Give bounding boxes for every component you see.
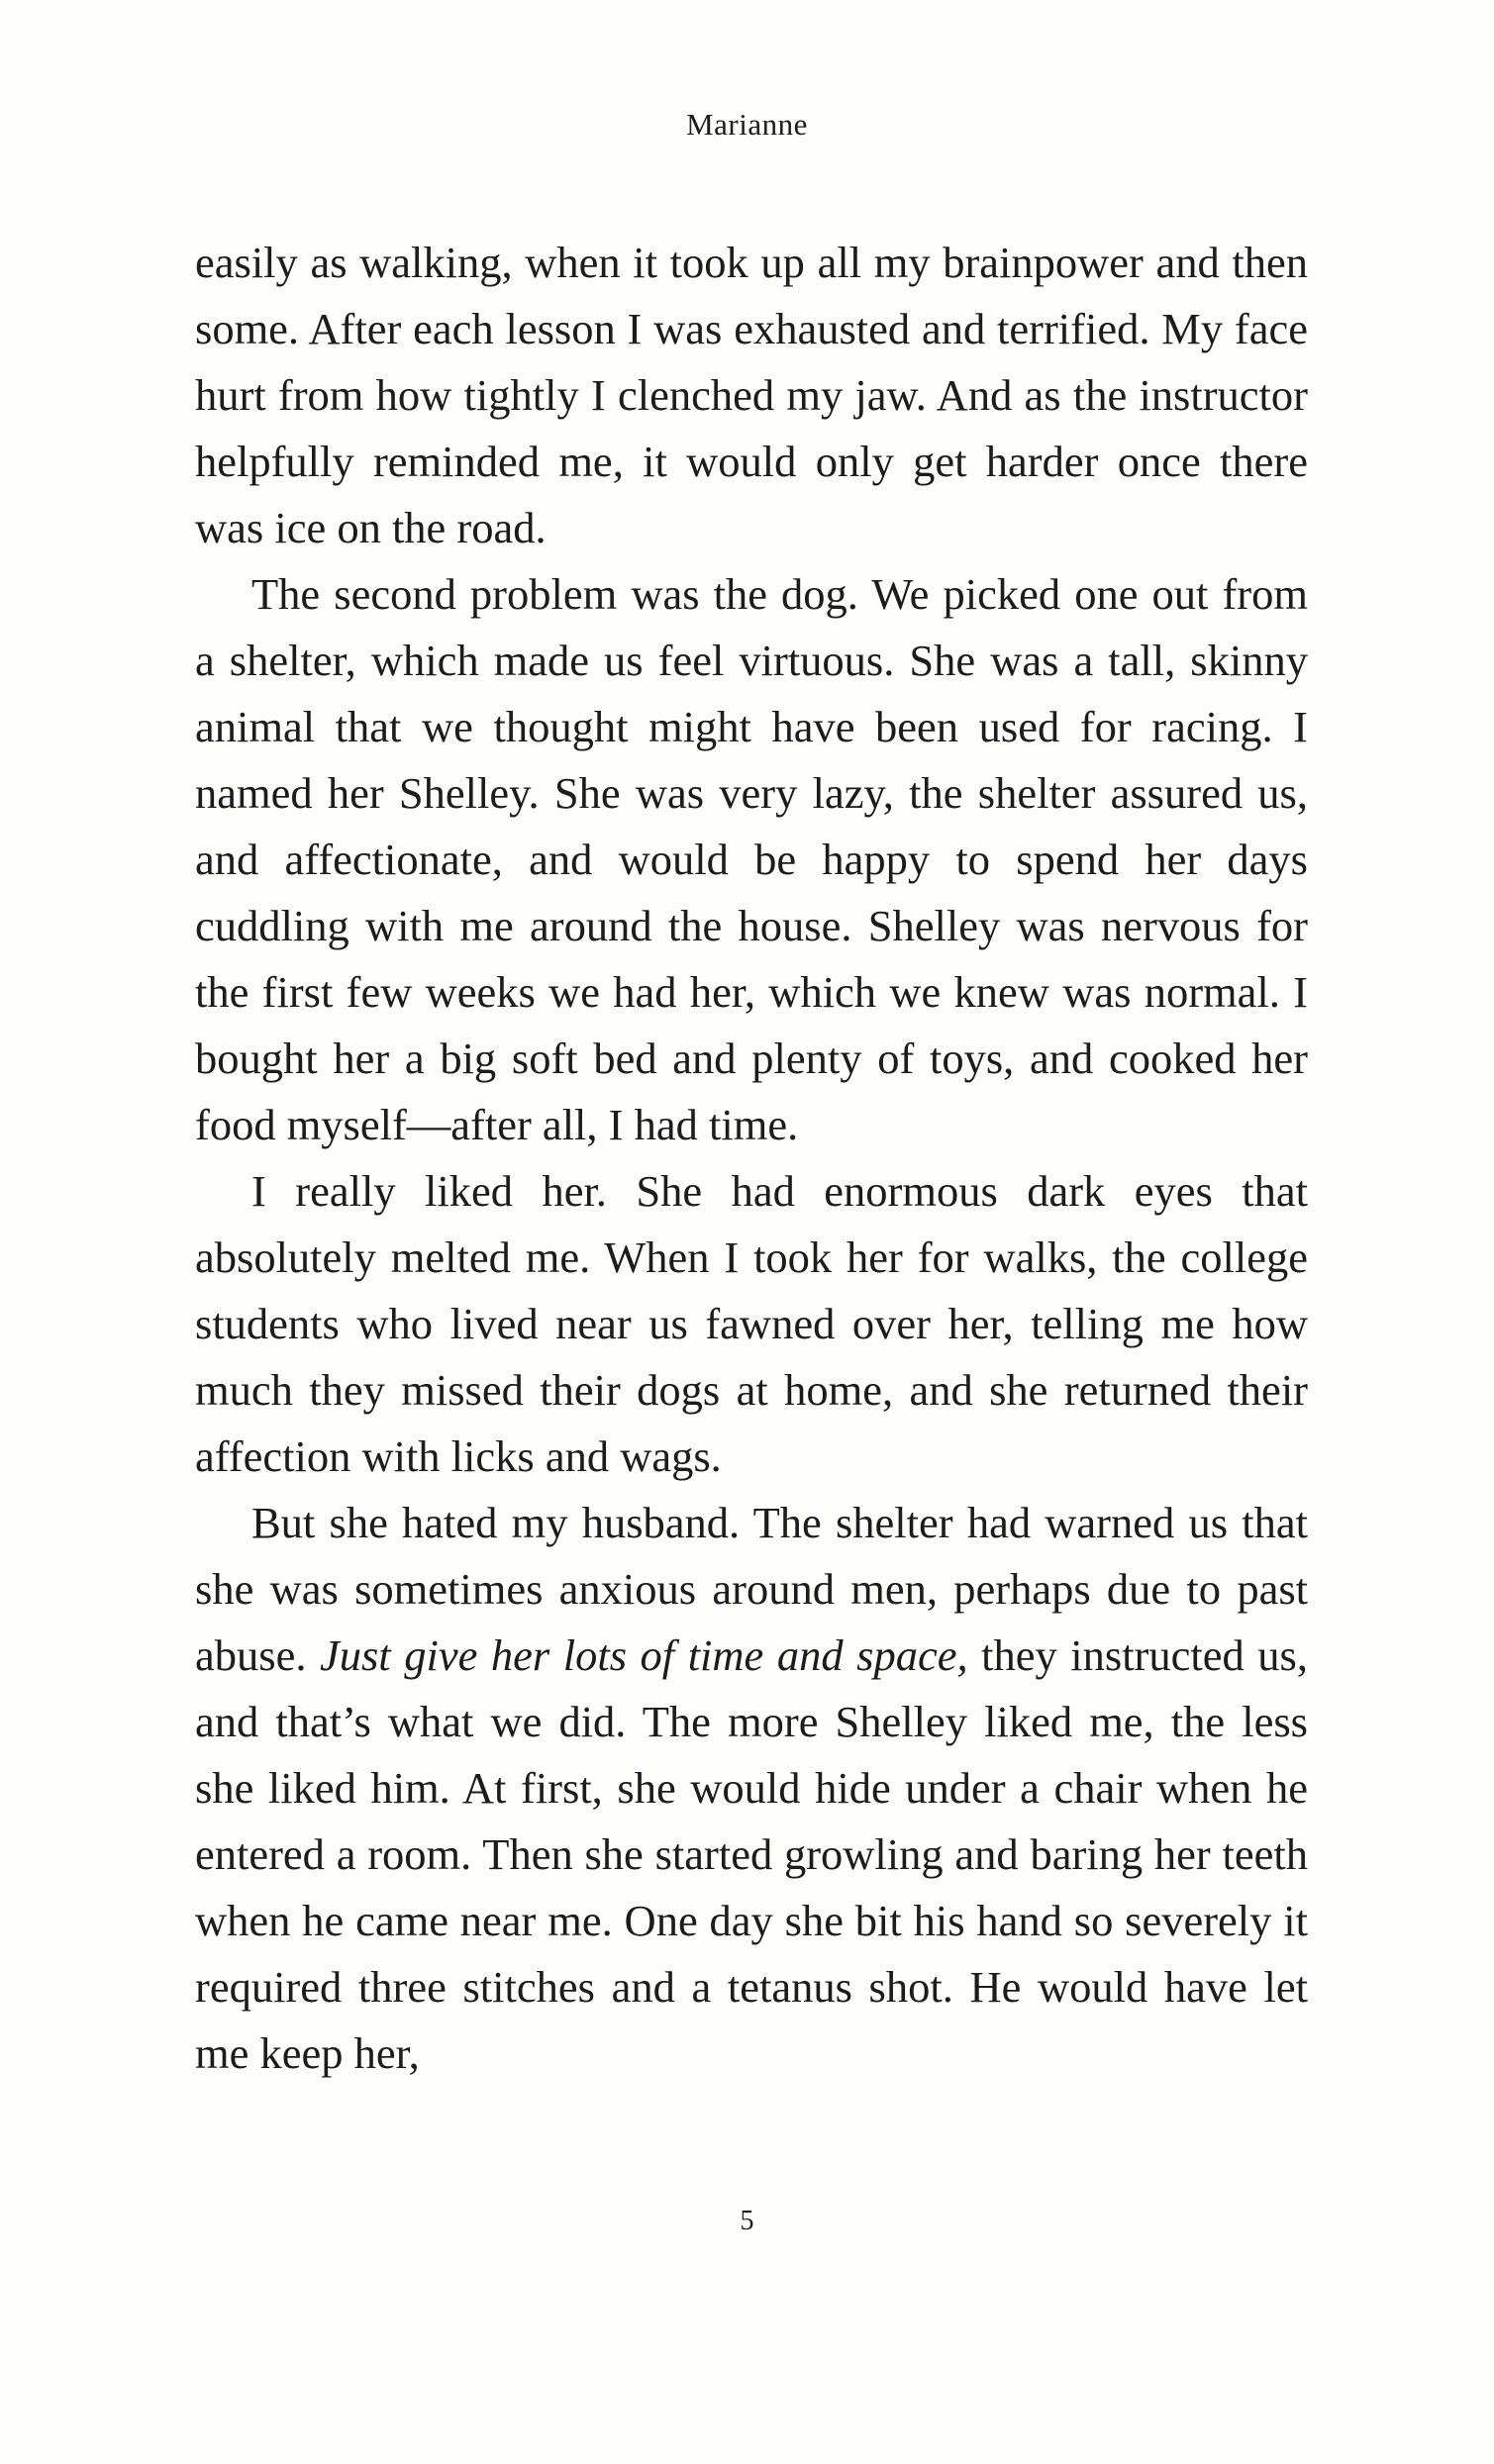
paragraph-3: I really liked her. She had enormous dark eyes that absolutely melted me. When I took her for walks, the college students who lived near us fawned over her, telling me how much they missed their dogs at home, and she returned their affection with licks and wags. <box>195 1166 1308 1481</box>
body-text <box>195 230 1308 2087</box>
running-head: Marianne <box>686 107 808 142</box>
paragraph-4-before: But she hated my husband. The shelter had warned us that she was sometimes anxious around men, perhaps due to past abuse. <box>195 1498 1308 1680</box>
paragraph-4-after: they instructed us, and that’s what we did. The more Shelley liked me, the less she liked him. At first, she would hide under a chair when he entered a room. Then she started growling and baring her teeth when he came near me. One day she bit his hand so severely it required three stitches and a tetanus shot. He would have let me keep her, <box>195 1630 1308 2078</box>
paragraph-2: The second problem was the dog. We picked one out from a shelter, which made us feel virtuous. She was a tall, skinny animal that we thought might have been used for racing. I named her Shelley. She was very lazy, the shelter assured us, and affectionate, and would be happy to spend her days cuddling with me around the house. Shelley was nervous for the first few weeks we had her, which we knew was normal. I bought her a big soft bed and plenty of toys, and cooked her food myself—after all, I had time. <box>195 569 1308 1149</box>
page-number: 5 <box>740 2206 754 2236</box>
paragraph-1: easily as walking, when it took up all my brainpower and then some. After each lesson I was exhausted and terrified. My face hurt from how tightly I clenched my jaw. And as the instructor helpfully reminded me, it would only get harder once there was ice on the road. <box>195 238 1308 552</box>
paragraph-4 <box>195 1490 1308 2087</box>
paragraph-4-italic-quote: Just give her lots of time and space, <box>319 1630 968 1680</box>
